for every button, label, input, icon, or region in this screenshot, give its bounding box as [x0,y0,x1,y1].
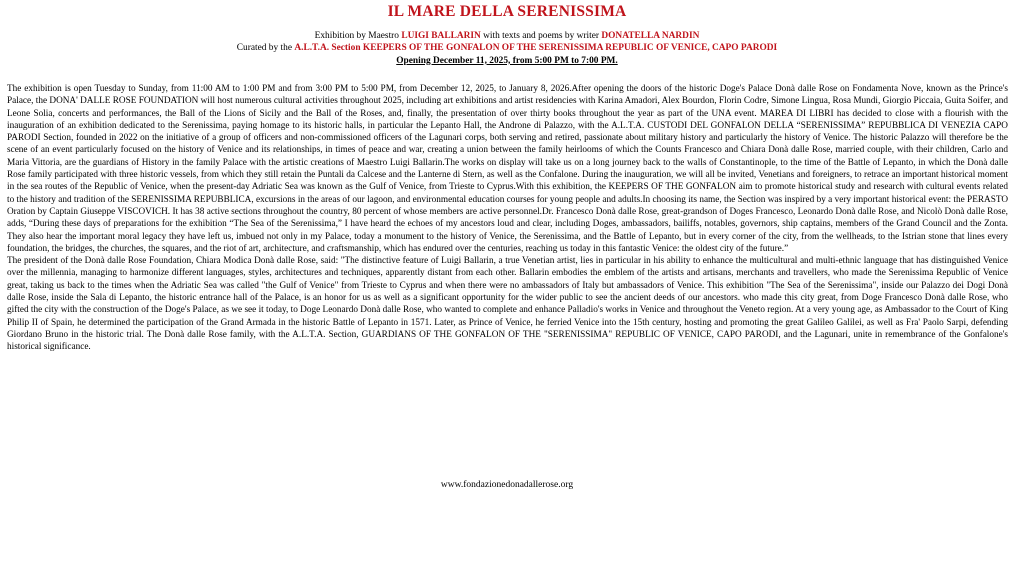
paragraph-exhibition: The exhibition is open Tuesday to Sunday, from 11:00 AM to 1:00 PM and from 3:00 PM to 5:00 PM, from December 12, 2025, to January 8, 2026.After opening the doors of the historic Doge's Palace Donà dalle Rose on Fondamenta Nove, known as the Prince's Palace, the DONA' DALLE ROSE FOUNDATION will host numerous cultural activities throughout 2025, including art exhibitions and artist residencies with Karina Amadori, Alex Bourdon, Florin Codre, Simone Lingua, Rosa Mundi, Giorgio Piccaia, Guita Soifer, and Leone Solia, concerts and performances, the Ball of the Lions of Sicily and the Ball of the Roses, and, finally, the presentation of over thirty books throughout the year as part of the UNA event. MAREA DI LIBRI has decided to close with a flourish with the inauguration of an exhibition dedicated to the Serenissima, paying homage to its historic halls, in particular the Lepanto Hall, the Androne di Palazzo, with the A.L.T.A. CUSTODI DEL GONFALON DELLA “SERENISSIMA” REPUBBLICA DI VENEZIA CAPO PARODI Section, founded in 2022 on the initiative of a group of officers and non-commissioned officers of the Lagunari corps, both serving and retired, passionate about military history and particularly the history of Venice. The historic Palazzo will therefore be the scene of an event particularly focused on the history of Venice and its relationships, in times of peace and war, creating a union between the family heirlooms of which the Counts Francesco and Chiara Donà dalle Rose, married couple, with their children, Carlo and Maria Vittoria, are the guardians of History in the family Palace with the artistic creations of Maestro Luigi Ballarin.The works on display will take us on a long journey back to the walls of Constantinople, to the time of the Battle of Lepanto, in which the Donà dalle Rose family participated with three historic vessels, from which they still retain the Puntali da Calcese and the Lanterne di Stern, as well as the Confalone. During the inauguration, we will all be invited, Venetians and foreigners, to retrace an important historical moment in the sea routes of the Republic of Venice, when the present-day Adriatic Sea was known as the Gulf of Venice, from Trieste to Cyprus.With this exhibition, the KEEPERS OF THE GONFALON aim to promote historical study and research with cultural events related to the history and tradition of the SERENISSIMA REPUBBLICA, excursions in the areas of our lagoon, and environmental education courses for young people and adults.In choosing its name, the Section was inspired by a very important historical event: the PERASTO Oration by Captain Giuseppe VISCOVICH. It has 38 active sections throughout the country, 80 percent of whose members are active personnel.Dr. Francesco Donà dalle Rose, great-grandson of Doges Francesco, Leonardo Donà dalle Rose, and Nicolò Donà dalle Rose, adds, “During these days of preparations for the exhibition “The Sea of the Serenissima,” I have heard the echoes of my ancestors loud and clear, including Doges, ambassadors, bailiffs, notables, governors, ship captains, members of the Grand Council and the Zonta. They also hear the important moral legacy they have left us, imbued not only in my Palace, today a monument to the history of Venice, the Serenissima, and the Battle of Lepanto, but in every corner of the city, from the wellheads, to the Istrian stone that lines every foundation, the bridges, the churches, the squares, and the riot of art, architecture, and craftsmanship, which has endured over the centuries, reaching us today in this fantastic Venice: the oldest city of the future.” [7,84,1008,254]
body-text [7,83,1008,354]
curator-name: A.L.T.A. Section KEEPERS OF THE GONFALON OF THE SERENISSIMA REPUBLIC OF VENICE, CAPO PARODI [294,43,778,54]
paragraph-president: The president of the Donà dalle Rose Foundation, Chiara Modica Donà dalle Rose, said: "The distinctive feature of Luigi Ballarin, a true Venetian artist, lies in particular in his ability to enhance the multicultural and multi-ethnic language that has distinguished Venice over the millennia, managing to harmonize different languages, styles, architectures and techniques, apparently distant from each other. Ballarin embodies the emblem of the artists and artisans, merchants and travellers, who made the Serenissima Republic of Venice great, taking us back to the times when the Adriatic Sea was called "the Gulf of Venice" from Trieste to Cyprus and when there were no ambassadors of Italy but ambassadors of Venice. This exhibition "The Sea of the Serenissima", inside our Palazzo dei Dogi Donà dalle Rose, inside the Sala di Lepanto, the historic entrance hall of the Palace, is an honor for us as well as a significant opportunity for the wider public to see the ancient deeds of our ancestors. who made this city great, from Doge Francesco Donà dalle Rose, who gifted the city with the construction of the Doge's Palace, as we see it today, to Doge Leonardo Donà dalle Rose, who wanted to complete and enhance Palladio's works in Venice and throughout the Veneto region. At a very young age, as Ambassador to the Court of King Philip II of Spain, he determined the participation of the Grand Armada in the historic Battle of Lepanto in 1571. Later, as Prince of Venice, he ferried Venice into the 15th century, hosting and promoting the great Galileo Galilei, as well as Fra' Paolo Sarpi, defending Giordano Bruno in the historic trial. The Donà dalle Rose family, with the A.L.T.A. Section, GUARDIANS OF THE GONFALON OF THE "SERENISSIMA" REPUBLIC OF VENICE, CAPO PARODI, and the Lagunari, unite in remembrance of the Gonfalone's historical significance. [7,256,1008,353]
credits-middle: with texts and poems by writer [480,31,602,41]
credits-line-exhibition [0,30,1014,42]
credits-block [0,30,1014,67]
artist-name: LUIGI BALLARIN [401,31,481,41]
website-link[interactable]: www.fondazionedonadallerose.org [440,480,574,490]
credits-prefix: Exhibition by Maestro [314,31,402,41]
writer-name: DONATELLA NARDIN [601,31,700,41]
curator-prefix: Curated by the [236,43,295,54]
opening-date: Opening December 11, 2025, from 5:00 PM to 7:00 PM. [396,55,618,66]
page-title: IL MARE DELLA SERENISSIMA [387,3,627,20]
credits-line-curator [0,42,1014,54]
